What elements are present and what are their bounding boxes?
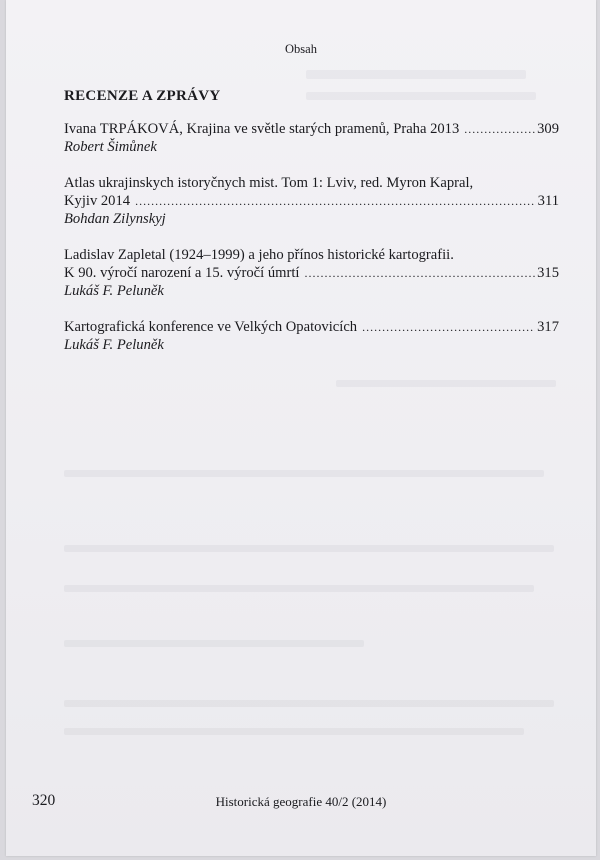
entry-title-continued: Kyjiv 2014 — [64, 193, 131, 209]
show-through-line — [64, 728, 524, 735]
entry-page-number: 311 — [537, 193, 559, 209]
entry-title-line — [64, 192, 559, 210]
dot-leader — [135, 192, 536, 210]
footer-journal: Historická geografie 40/2 (2014) — [215, 794, 387, 809]
document-page — [6, 0, 596, 856]
entry-page-number: 317 — [537, 319, 559, 335]
running-head: Obsah — [285, 42, 317, 56]
entry-title: Kartografická konference ve Velkých Opatovicích — [64, 319, 358, 335]
contents-entry — [64, 174, 559, 228]
entry-title: Ivana TRPÁKOVÁ, Krajina ve světle starých pramenů, Praha 2013 — [64, 121, 460, 137]
show-through-line — [306, 70, 526, 79]
entry-title: Atlas ukrajinskych istoryčnych mist. Tom 1: Lviv, red. Myron Kapral, — [64, 175, 474, 191]
entry-page-number: 309 — [537, 121, 559, 137]
contents-entry — [64, 120, 559, 156]
show-through-line — [336, 380, 556, 387]
entry-title-continued: K 90. výročí narození a 15. výročí úmrtí — [64, 265, 300, 281]
dot-leader — [304, 264, 535, 282]
section-title: RECENZE A ZPRÁVY — [64, 88, 221, 104]
entry-author: Bohdan Zilynskyj — [64, 211, 166, 227]
page-footer — [6, 792, 596, 812]
show-through-line — [64, 545, 554, 552]
show-through-line — [306, 92, 536, 100]
footer-page-number: 320 — [32, 792, 56, 809]
dot-leader — [464, 120, 535, 138]
show-through-line — [64, 700, 554, 707]
show-through-line — [64, 585, 534, 592]
contents-entry — [64, 246, 559, 300]
entry-author: Lukáš F. Peluněk — [64, 283, 164, 299]
entry-title: Ladislav Zapletal (1924–1999) a jeho přínos historické kartografii. — [64, 247, 454, 263]
entry-page-number: 315 — [537, 265, 559, 281]
entry-title-line — [64, 264, 559, 282]
contents-list — [64, 120, 559, 372]
entry-author: Robert Šimůnek — [64, 139, 157, 155]
contents-entry — [64, 318, 559, 354]
entry-title-line — [64, 120, 559, 138]
show-through-line — [64, 640, 364, 647]
entry-title-line — [64, 318, 559, 336]
entry-author: Lukáš F. Peluněk — [64, 337, 164, 353]
dot-leader — [362, 318, 535, 336]
show-through-line — [64, 470, 544, 477]
